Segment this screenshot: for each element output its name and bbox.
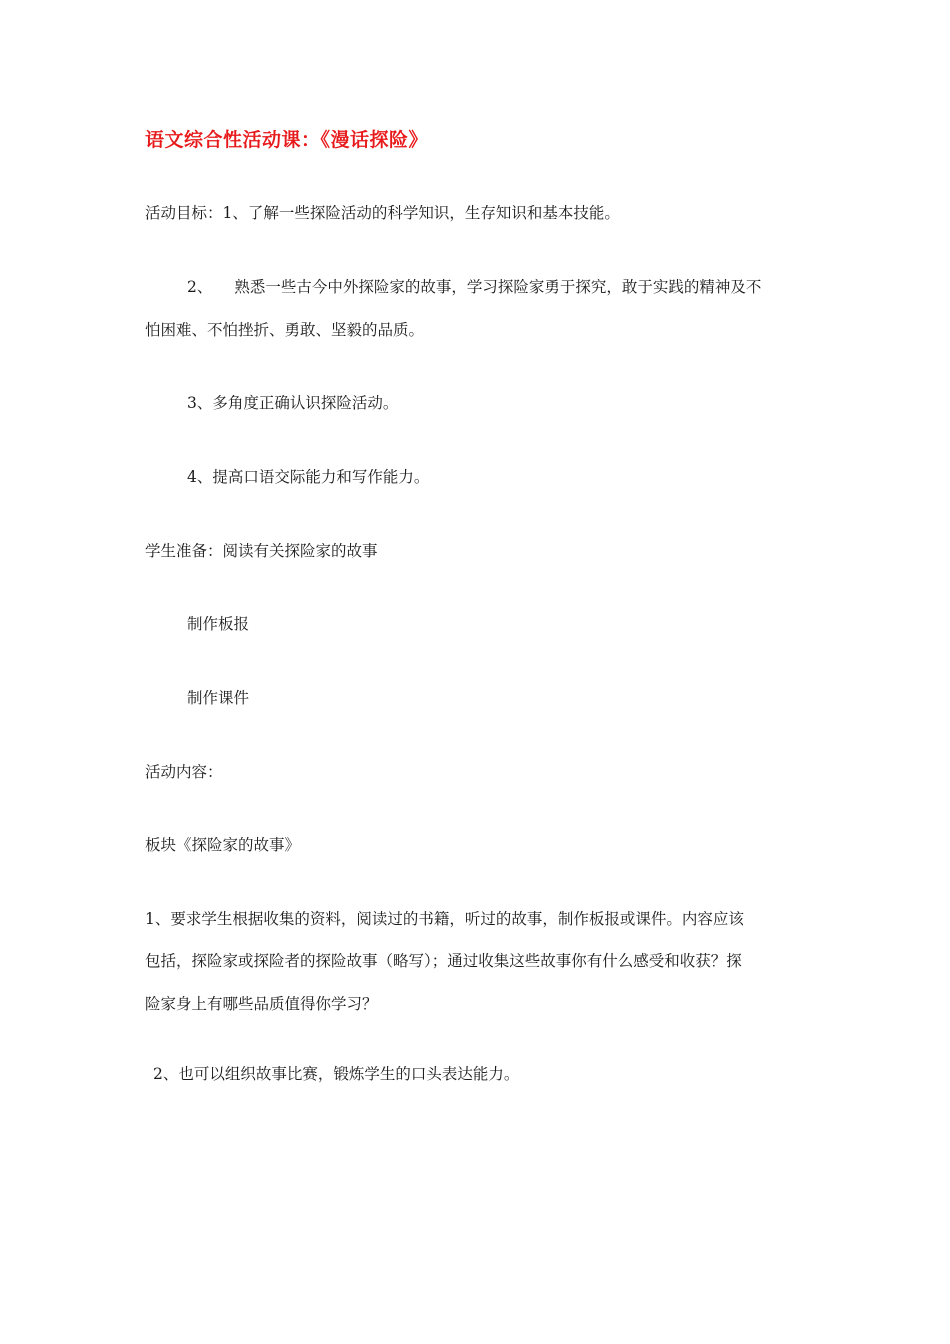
content-heading: 活动内容： bbox=[145, 763, 223, 781]
item-1-line-3: 险家身上有哪些品质值得你学习？ bbox=[145, 995, 378, 1013]
section-heading: 板块《探险家的故事》 bbox=[145, 836, 301, 854]
objective-3: 3、多角度正确认识探险活动。 bbox=[187, 394, 399, 412]
objective-2-text: 熟悉一些古今中外探险家的故事，学习探险家勇于探究，敢于实践的精神及不 bbox=[234, 278, 762, 296]
item-1-line-1: 1、要求学生根据收集的资料，阅读过的书籍，听过的故事，制作板报或课件。内容应该 bbox=[145, 910, 744, 928]
prep-line-1: 学生准备：阅读有关探险家的故事 bbox=[145, 542, 378, 560]
objective-4: 4、提高口语交际能力和写作能力。 bbox=[187, 468, 430, 486]
item-2: 2、也可以组织故事比赛，锻炼学生的口头表达能力。 bbox=[153, 1065, 520, 1083]
objective-2-line-2: 怕困难、不怕挫折、勇敢、坚毅的品质。 bbox=[145, 321, 425, 339]
prep-line-3: 制作课件 bbox=[187, 689, 250, 707]
objective-1: 活动目标：1、了解一些探险活动的科学知识，生存知识和基本技能。 bbox=[145, 204, 620, 222]
objective-2-line-1 bbox=[187, 276, 857, 298]
prep-line-2: 制作板报 bbox=[187, 615, 250, 633]
objective-2-number: 2、 bbox=[187, 278, 213, 296]
document-title: 语文综合性活动课：《漫话探险》 bbox=[145, 129, 429, 151]
item-1-line-2: 包括，探险家或探险者的探险故事（略写）；通过收集这些故事你有什么感受和收获？探 bbox=[145, 952, 742, 970]
